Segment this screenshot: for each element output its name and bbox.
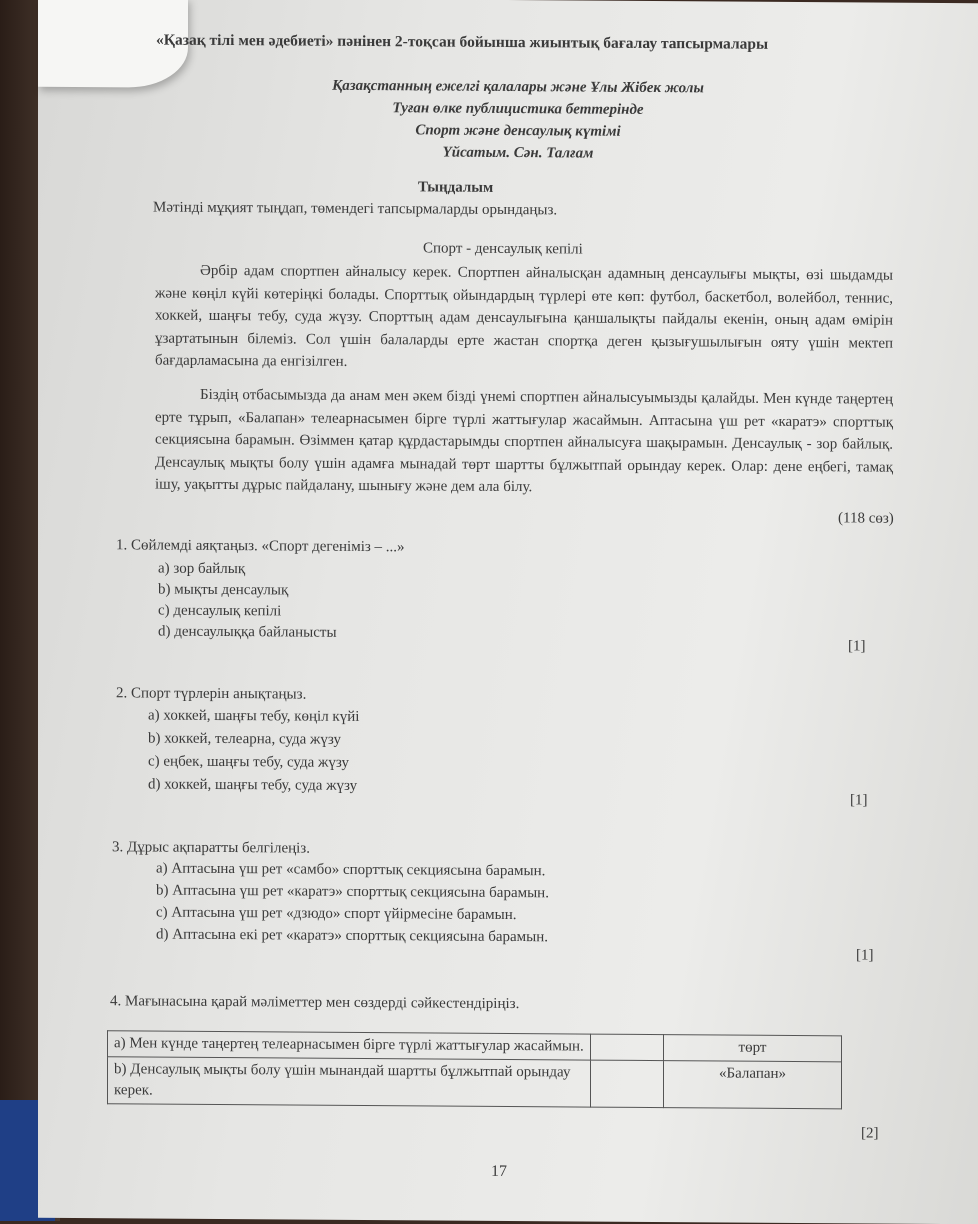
question-3-option-c[interactable]: c) Аптасына үш рет «дзюдо» спорт үйірмесіне барамын. bbox=[156, 904, 517, 924]
question-2-option-d[interactable]: d) хоккей, шаңғы тебу, суда жүзу bbox=[148, 776, 358, 794]
question-3-mark: [1] bbox=[856, 947, 874, 964]
word-count: (118 сөз) bbox=[838, 510, 894, 527]
question-1-mark: [1] bbox=[848, 638, 866, 655]
table-cell-statement-b: b) Денсаулық мықты болу үшін мынандай шартты бұлжытпай орындау керек. bbox=[108, 1057, 591, 1107]
instruction: Мәтінді мұқият тыңдап, төмендегі тапсырмаларды орындаңыз. bbox=[153, 199, 558, 219]
page-number: 17 bbox=[491, 1162, 507, 1180]
question-1-option-c[interactable]: c) денсаулық кепілі bbox=[158, 602, 282, 620]
question-4-mark: [2] bbox=[861, 1125, 879, 1142]
topic-title-2: Туған өлке публицистика беттерінде bbox=[392, 100, 644, 118]
topic-title-1: Қазақстанның ежелгі қалалары және Ұлы Жібек жолы bbox=[332, 77, 704, 97]
question-2-prompt: 2. Спорт түрлерін анықтаңыз. bbox=[116, 685, 307, 703]
text-title: Спорт - денсаулық кепілі bbox=[423, 240, 583, 258]
question-3-option-a[interactable]: a) Аптасына үш рет «самбо» спорттық секциясына барамын. bbox=[156, 860, 546, 880]
table-cell-statement-a: а) Мен күнде таңертең телеарнасымен бірге түрлі жаттығулар жасаймын. bbox=[108, 1031, 591, 1060]
table-row bbox=[108, 1057, 842, 1109]
topic-title-4: Үйсатым. Сән. Талғам bbox=[442, 144, 594, 162]
topic-title-3: Спорт және денсаулық күтімі bbox=[415, 122, 621, 140]
question-3-option-d[interactable]: d) Аптасына екі рет «каратэ» спорттық секциясына барамын. bbox=[156, 926, 549, 946]
question-4-prompt: 4. Мағынасына қарай мәліметтер мен сөздерді сәйкестендіріңіз. bbox=[110, 993, 520, 1013]
question-3-option-b[interactable]: b) Аптасына үш рет «каратэ» спорттық секциясына барамын. bbox=[156, 882, 549, 902]
question-2-option-b[interactable]: b) хоккей, телеарна, суда жүзу bbox=[148, 730, 341, 748]
paper-page bbox=[38, 0, 978, 1224]
table-cell-answer-b[interactable] bbox=[591, 1060, 664, 1108]
topic-titles bbox=[238, 74, 798, 166]
assessment-header: «Қазақ тілі мен әдебиеті» пәнінен 2-тоқсан бойынша жиынтық бағалау тапсырмалары bbox=[156, 31, 769, 53]
question-1-option-a[interactable]: а) зор байлық bbox=[158, 560, 246, 578]
paragraph-2: Біздің отбасымызда да анам мен әкем бізді үнемі спортпен айналысуымызды қалайды. Мен күнде таңертең ерте тұрып, «Балапан» телеарнасымен бірге түрлі жаттығулар жасаймын. Аптасына үш рет «каратэ» спорттық секциясына барамын. Өзіммен қатар құрдастарымды спортпен айналысуға шақырамын. Денсаулық - зор байлық. Денсаулық мықты болу үшін адамға мынадай төрт шартты бұлжытпай орындау керек. Олар: дене еңбегі, тамақ ішу, уақытты дұрыс пайдалану, шынығу және дем ала білу. bbox=[155, 386, 893, 496]
table-cell-answer-a[interactable] bbox=[591, 1034, 664, 1061]
question-1-prompt: 1. Сөйлемді аяқтаңыз. «Спорт дегеніміз – ...» bbox=[116, 537, 405, 556]
paragraph-1: Әрбір адам спортпен айналысу керек. Спортпен айналысқан адамның денсаулығы мықты, өзі шыдамды және көңіл күйі көтеріңкі болады. Спорттық ойындардың түрлері өте көп: футбол, баскетбол, волейбол, теннис, хоккей, шаңғы тебу, суда жүзу. Спорттың адам денсаулығына қаншалықты пайдалы екенін, оның адам өмірін ұзартатынын білеміз. Сол үшін балаларды ерте жастан спортқа деген қызығушылығын ояту үшін мектеп бағдарламасына да енгізілген. bbox=[155, 262, 893, 370]
table-cell-word-2: «Балапан» bbox=[664, 1061, 842, 1109]
table-cell-word-1: төрт bbox=[664, 1035, 842, 1062]
section-heading: Тыңдалым bbox=[418, 179, 494, 196]
matching-table bbox=[107, 1030, 842, 1109]
question-2-option-c[interactable]: c) еңбек, шаңғы тебу, суда жүзу bbox=[148, 753, 349, 771]
question-2-mark: [1] bbox=[850, 792, 868, 809]
question-3-prompt: 3. Дұрыс ақпаратты белгілеңіз. bbox=[112, 839, 310, 857]
question-2-option-a[interactable]: а) хоккей, шаңғы тебу, көңіл күйі bbox=[148, 707, 360, 725]
question-1-option-d[interactable]: d) денсаулыққа байланысты bbox=[158, 623, 337, 641]
question-1-option-b[interactable]: b) мықты денсаулық bbox=[158, 581, 289, 599]
